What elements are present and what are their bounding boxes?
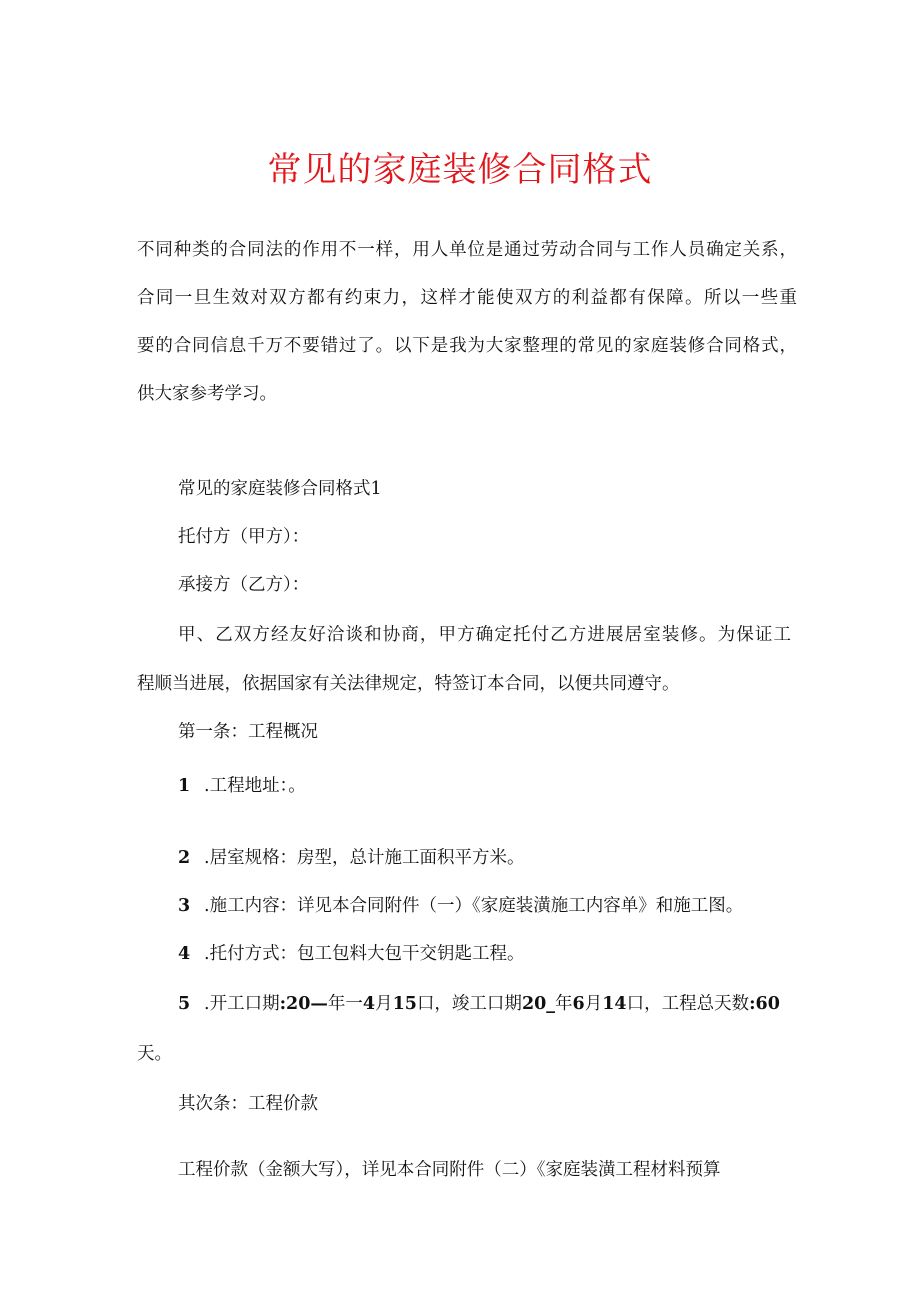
intro-line: 要的合同信息千万不要错过了。以下是我为大家整理的常见的家庭装修合同格式， <box>137 336 797 356</box>
item-continuation: 天。 <box>137 1044 172 1064</box>
list-item <box>178 891 743 921</box>
list-item <box>178 843 525 873</box>
date-value: 4 <box>362 994 376 1014</box>
party-a-label: 托付方（甲方）： <box>178 527 310 547</box>
intro-line: 合同一旦生效对双方都有约束力，这样才能使双方的利益都有保障。所以一些重 <box>137 288 797 308</box>
date-text: 口，竣工口期 <box>416 994 522 1014</box>
total-days-value: :60 <box>749 994 780 1014</box>
list-item-dates <box>178 989 780 1019</box>
article-1-heading: 第一条：工程概况 <box>178 722 318 742</box>
date-text: 年 <box>555 994 573 1014</box>
preamble-line: 程顺当进展，依据国家有关法律规定，特签订本合同，以便共同遵守。 <box>137 674 680 694</box>
date-text: 年一 <box>327 994 363 1014</box>
date-text: 月 <box>375 994 393 1014</box>
date-text: 月 <box>584 994 603 1014</box>
date-value: 15 <box>392 994 417 1014</box>
date-value: :20— <box>279 994 328 1014</box>
date-text: 口，工程总天数 <box>626 994 750 1014</box>
party-b-label: 承接方（乙方）： <box>178 575 310 595</box>
date-text: .开工口期 <box>204 994 280 1014</box>
item-number: 3 <box>178 896 191 916</box>
preamble-line: 甲、乙双方经友好洽谈和协商，甲方确定托付乙方进展居室装修。为保证工 <box>178 625 791 645</box>
item-text: .施工内容：详见本合同附件（一）《家庭装潢施工内容单》和施工图。 <box>204 896 744 916</box>
document-title: 常见的家庭装修合同格式 <box>267 150 653 190</box>
article-2-heading: 其次条：工程价款 <box>178 1094 318 1114</box>
intro-paragraph <box>137 226 797 418</box>
price-line: 工程价款（金额大写），详见本合同附件（二）《家庭装潢工程材料预算 <box>178 1160 721 1180</box>
date-value: 20_ <box>521 994 556 1014</box>
intro-line: 不同种类的合同法的作用不一样，用人单位是通过劳动合同与工作人员确定关系， <box>137 240 797 260</box>
item-text: .托付方式：包工包料大包干交钥匙工程。 <box>204 944 525 964</box>
item-text: .工程地址：。 <box>204 776 306 796</box>
item-number: 2 <box>178 848 191 868</box>
item-text: .居室规格：房型，总计施工面积平方米。 <box>204 848 525 868</box>
list-item <box>178 771 306 801</box>
item-number: 5 <box>178 994 191 1014</box>
date-value: 14 <box>602 994 627 1014</box>
item-number: 1 <box>178 776 191 796</box>
list-item <box>178 939 525 969</box>
section-heading: 常见的家庭装修合同格式1 <box>178 479 382 499</box>
date-value: 6 <box>572 994 585 1014</box>
item-number: 4 <box>178 944 191 964</box>
intro-line: 供大家参考学习。 <box>137 384 277 404</box>
